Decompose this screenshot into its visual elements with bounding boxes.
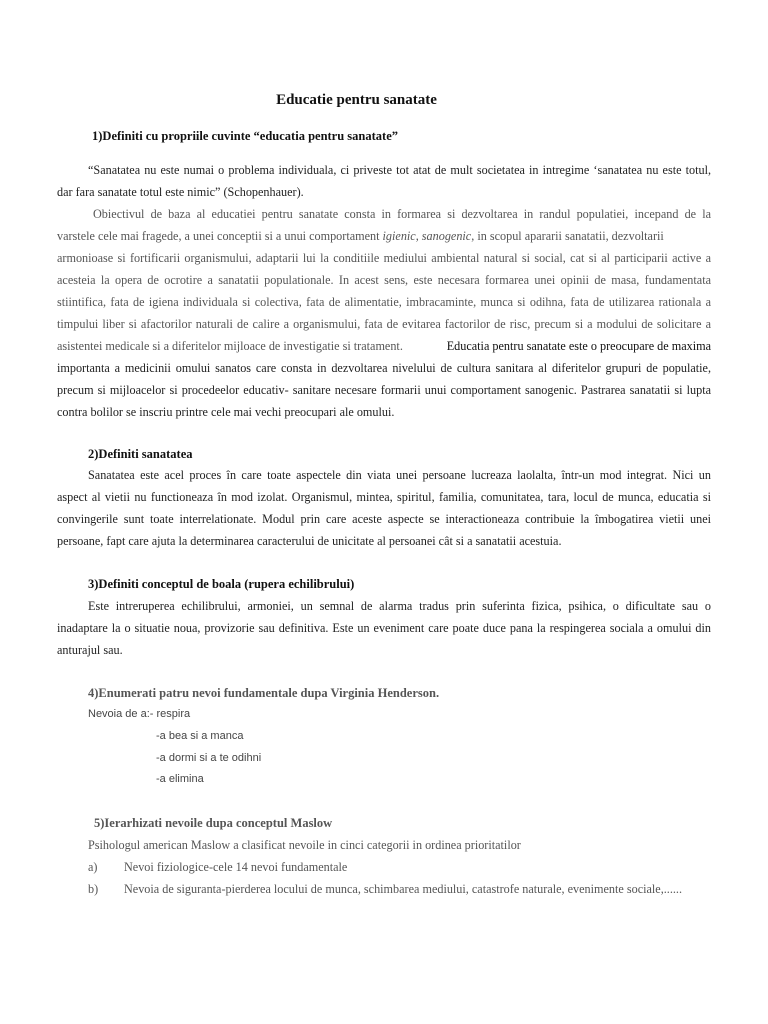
paragraph-line: acesteia la opera de ocrotire a sanatatii populationale. In acest sens, este necesara formarea unei opinii de masa, fundamentata [57, 273, 711, 287]
paragraph-line: armonioase si fortificarii organismului, adaptarii lui la conditiile mediului ambiental natural si social, cat si al participarii active a [57, 251, 711, 265]
paragraph-line: Este intreruperea echilibrului, armoniei, un semnal de alarma tradus prin suferinta fizica, psihica, o dificultate sau o [88, 599, 711, 613]
section-3-heading: 3)Definiti conceptul de boala (rupera echilibrului) [88, 577, 355, 591]
paragraph-line: anturajul sau. [57, 643, 123, 657]
paragraph-line: inadaptare la o situatie noua, provizorie sau definitiva. Este un eveniment care poate duce pana la respingerea sociala a omului din [57, 621, 711, 635]
list-item: -a elimina [156, 773, 204, 785]
paragraph-line: convingerile sunt toate interrelationate. Modul prin care aceste aspecte se interactioneaza contribuie la îmbogatirea vietii unei [57, 512, 711, 526]
paragraph-line: contra bolilor se inscriu printre cele mai vechi preocupari ale omului. [57, 405, 395, 419]
paragraph-line: timpului liber si afactorilor naturali de calire a organismului, fata de evitarea factorilor de risc, precum si a modului de solicitare a [57, 317, 711, 331]
paragraph-text: , in scopul apararii sanatatii, dezvoltarii [471, 229, 664, 243]
paragraph-text: varstele cele mai fragede, a unei conceptii si a unui comportament [57, 229, 383, 243]
paragraph-text: asistentei medicale si a diferitelor mijloace de investigatie si tratament. [57, 339, 403, 353]
paragraph-line: persoane, fapt care ajuta la determinarea caracterului de unicitate al persoanei cât si a sanatatii acestuia. [57, 534, 562, 548]
paragraph-line: Obiectivul de baza al educatiei pentru sanatate consta in formarea si dezvoltarea in randul populatiei, incepand de la [93, 207, 711, 221]
list-marker: b) [88, 882, 99, 896]
italic-term: igienic, sanogenic [382, 229, 472, 243]
paragraph-line: precum si mijloacelor si procedeelor educativ- sanitare necesare formarii unui comportament sanogenic. Pastrarea sanatatii si lupta [57, 383, 711, 397]
list-marker: a) [88, 860, 98, 874]
section-2-heading: 2)Definiti sanatatea [88, 447, 193, 461]
quote-line: “Sanatatea nu este numai o problema individuala, ci priveste tot atat de mult societatea in intregime ‘sanatatea nu este totul, [88, 163, 711, 177]
list-intro: Nevoia de a:- respira [88, 708, 191, 720]
paragraph-text: Educatia pentru sanatate este o preocupare de maxima [446, 339, 711, 353]
quote-line: dar fara sanatate totul este nimic” (Schopenhauer). [57, 185, 304, 199]
paragraph-line [57, 339, 711, 354]
paragraph-line: importanta a medicinii omului sanatos care consta in dezvoltarea nivelului de cultura sanitara al diferitelor grupuri de populatie, [57, 361, 711, 375]
list-item: -a bea si a manca [156, 730, 244, 742]
list-item: Nevoi fiziologice-cele 14 nevoi fundamentale [124, 860, 348, 874]
section-1-heading: 1)Definiti cu propriile cuvinte “educatia pentru sanatate” [92, 129, 398, 143]
paragraph-line [57, 229, 711, 244]
list-item: Nevoia de siguranta-pierderea locului de munca, schimbarea mediului, catastrofe naturale, evenimente sociale,...... [124, 882, 683, 896]
list-item: -a dormi si a te odihni [156, 752, 262, 764]
document-title: Educatie pentru sanatate [276, 92, 437, 108]
list-intro: Psihologul american Maslow a clasificat nevoile in cinci categorii in ordinea prioritatilor [88, 838, 521, 852]
paragraph-line: aspect al vietii nu functioneaza în mod izolat. Organismul, mintea, spiritul, familia, comunitatea, tara, locul de munca, educatia si [57, 490, 711, 504]
section-5-heading: 5)Ierarhizati nevoile dupa conceptul Maslow [94, 816, 333, 830]
section-4-heading: 4)Enumerati patru nevoi fundamentale dupa Virginia Henderson. [88, 686, 440, 700]
paragraph-line: stiintifica, fata de igiena individuala si colectiva, fata de alimentatie, imbracaminte, munca si odihna, fata de utilizarea rationala a [57, 295, 711, 309]
paragraph-line: Sanatatea este acel proces în care toate aspectele din viata unei persoane lucreaza laolalta, într-un mod integrat. Nici un [88, 468, 711, 482]
